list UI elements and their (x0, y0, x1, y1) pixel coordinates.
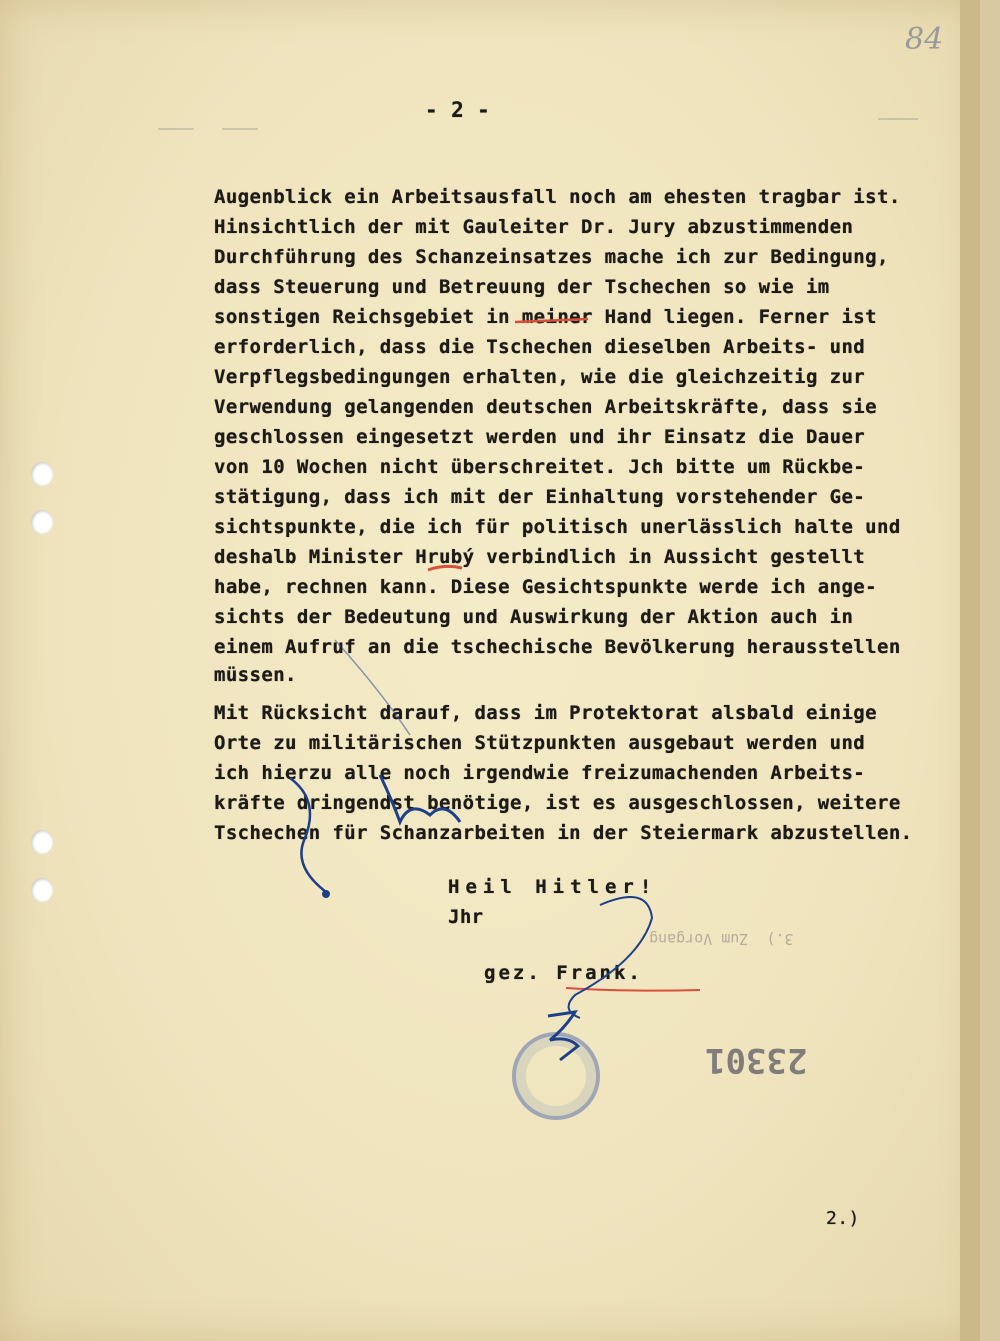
body-line: Mit Rücksicht darauf, dass im Protektorat alsbald einige (214, 702, 877, 724)
closing-salutation: Heil Hitler! (448, 876, 658, 898)
body-line: sichtspunkte, die ich für politisch unerlässlich halte und (214, 516, 901, 538)
reverse-side-text: 3.) Zum Vorgang. (640, 930, 794, 948)
red-pencil-mark (428, 566, 462, 570)
body-line: Hinsichtlich der mit Gauleiter Dr. Jury abzustimmenden (214, 216, 854, 238)
closing-salutation-2: Jhr (448, 906, 484, 928)
signature-flourish (569, 897, 652, 1018)
body-line: Augenblick ein Arbeitsausfall noch am ehesten tragbar ist. (214, 186, 901, 208)
faint-ink-line (335, 640, 410, 735)
body-line: stätigung, dass ich mit der Einhaltung vorstehender Ge- (214, 486, 866, 508)
body-line: von 10 Wochen nicht überschreitet. Jch bitte um Rückbe- (214, 456, 866, 478)
body-line: sonstigen Reichsgebiet in meiner Hand liegen. Ferner ist (214, 306, 877, 328)
body-line: kräfte dringendst benötige, ist es ausgeschlossen, weitere (214, 792, 901, 814)
body-line: habe, rechnen kann. Diese Gesichtspunkte werde ich ange- (214, 576, 877, 598)
body-line: erforderlich, dass die Tschechen dieselben Arbeits- und (214, 336, 866, 358)
body-line: Verpflegsbedingungen erhalten, wie die gleichzeitig zur (214, 366, 866, 388)
body-line: dass Steuerung und Betreuung der Tschechen so wie im (214, 276, 830, 298)
blue-ink-scribble (380, 775, 460, 822)
body-line: sichts der Bedeutung und Auswirkung der Aktion auch in (214, 606, 854, 628)
blue-ink-stroke (290, 778, 326, 892)
body-line: geschlossen eingesetzt werden und ihr Einsatz die Dauer (214, 426, 866, 448)
body-line: deshalb Minister Hrubý verbindlich in Aussicht gestellt (214, 546, 866, 568)
body-line: einem Aufruf an die tschechische Bevölkerung herausstellen (214, 636, 901, 658)
continuation-mark: 2.) (826, 1208, 860, 1229)
body-line: Orte zu militärischen Stützpunkten ausgebaut werden und (214, 732, 866, 754)
typed-signature: gez. Frank. (484, 962, 643, 984)
body-line: Durchführung des Schanzeinsatzes mache ich zur Bedingung, (214, 246, 889, 268)
body-line: müssen. (214, 664, 297, 686)
body-line: Verwendung gelangenden deutschen Arbeitskräfte, dass sie (214, 396, 877, 418)
body-line: Tschechen für Schanzarbeiten in der Steiermark abzustellen. (214, 822, 913, 844)
signature-initial (548, 1012, 578, 1060)
archive-page-number: 84 (905, 22, 944, 57)
page-number: - 2 - (425, 98, 491, 122)
reverse-side-number: 23301 (705, 1040, 808, 1080)
body-line: ich hierzu alle noch irgendwie freizumachenden Arbeits- (214, 762, 866, 784)
red-underline (515, 319, 588, 322)
ink-dot (322, 890, 330, 898)
